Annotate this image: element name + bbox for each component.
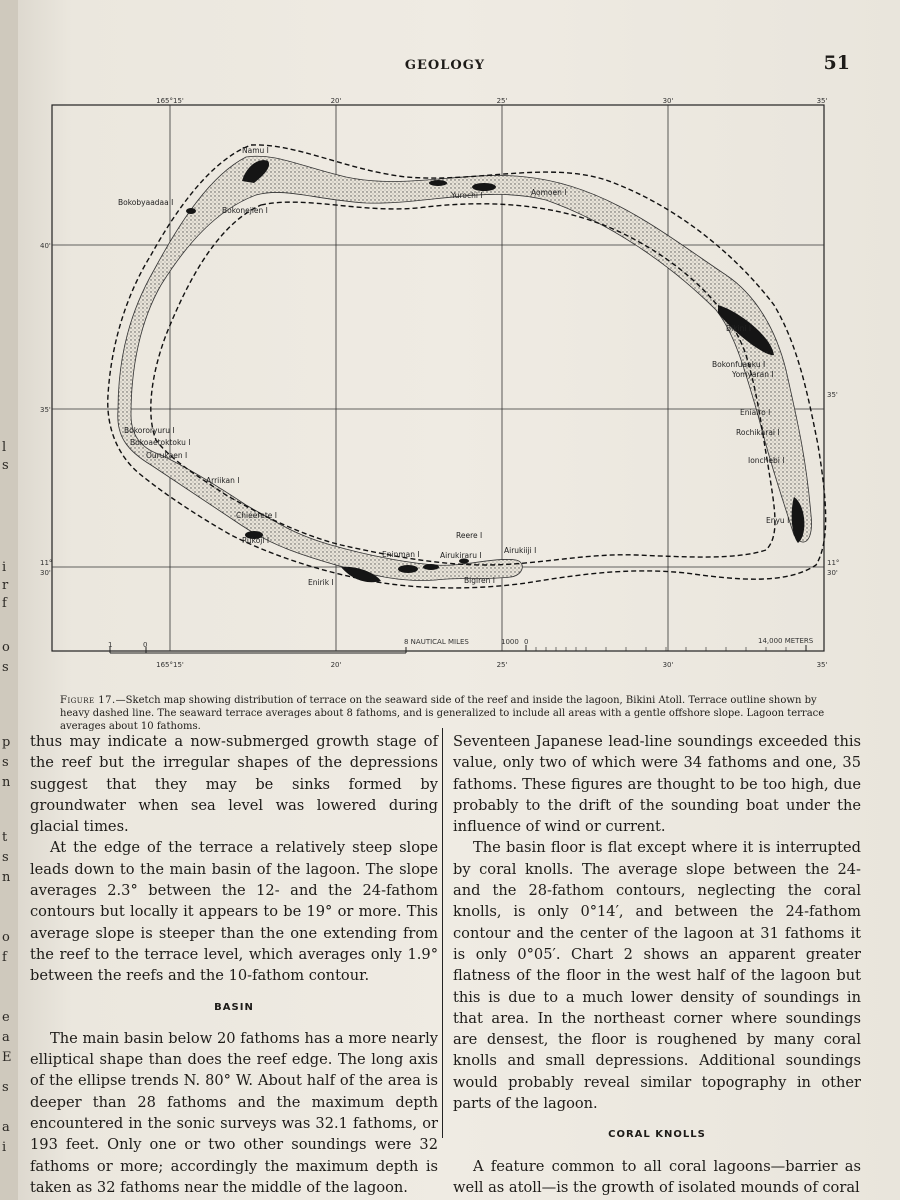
label-eninman: Eninman I xyxy=(382,550,420,559)
label-yurochi: Yurochi I xyxy=(451,191,483,200)
label-namu: Namu I xyxy=(242,146,269,155)
margin-fragment: i xyxy=(2,560,7,575)
right-paragraph-2: The basin floor is flat except where it is interrupted by coral knolls. The average slope between the 24- and the 28-fathom contours, neglecting the coral knolls, is only 0°14′, and between the 24-fathom contour and the center of the lagoon at 31 fathoms it is only 0°05′. Chart 2 shows an apparent greater flatness of the floor in the west half of the lagoon but this is due to a much lower density of soundings in that area. In the northeast corner where soundings are densest, the floor is roughened by many coral knolls and small depressions. Additional soundings would probably reveal similar topography in other parts of the lagoon. xyxy=(453,839,861,1113)
margin-fragment: t xyxy=(2,830,8,845)
margin-fragment: p xyxy=(2,735,11,750)
grid-label-left-3b: 30' xyxy=(40,569,51,577)
label-bikini: Bikini I xyxy=(726,324,752,333)
left-paragraph-2: At the edge of the terrace a relatively steep slope leads down to the main basin of the lagoon. The slope averages 2.3° between the 12- and the 24-fathom contours but locally it appears to be 19° or more. This average slope is steeper than the one extending from the reef to the terrace level, which averages only 1.9° between the reefs and the 10-fathom contour. xyxy=(30,839,438,985)
island-shapes xyxy=(186,160,804,582)
grid-label-top-2: 20' xyxy=(330,97,342,105)
grid-label-top-5: 35' xyxy=(816,97,828,105)
label-yomyaran: Yomyaran I xyxy=(732,370,774,379)
grid-label-bottom-3: 25' xyxy=(496,661,508,669)
label-airukiraru: Airukiraru I xyxy=(440,551,482,560)
scale-m-label: 14,000 METERS xyxy=(758,637,814,645)
label-reere: Reere I xyxy=(456,531,483,540)
margin-fragment: a xyxy=(2,1030,10,1045)
label-bigiren: Bigiren I xyxy=(464,576,495,585)
label-bokonfuaaku: Bokonfuaaku I xyxy=(712,360,766,369)
figure-caption xyxy=(60,694,846,733)
label-aomoen: Aomoen I xyxy=(531,188,567,197)
margin-fragment: i xyxy=(2,1140,7,1155)
right-column xyxy=(453,731,861,1198)
scale-nm-label: 8 NAUTICAL MILES xyxy=(404,638,469,646)
scale-m-zero: 0 xyxy=(524,638,529,646)
label-eniairo: Eniairo I xyxy=(740,408,771,417)
label-bokoaetoktoku: Bokoaetoktoku I xyxy=(130,438,191,447)
grid-label-bottom-5: 35' xyxy=(816,661,828,669)
label-bokonejien: Bokonejien I xyxy=(222,206,268,215)
grid-label-left-1: 40' xyxy=(40,242,51,250)
atoll-sketch-map xyxy=(40,95,846,675)
coral-knolls-heading: CORAL KNOLLS xyxy=(608,1129,706,1141)
margin-fragment: r xyxy=(2,578,9,593)
margin-fragment: l xyxy=(2,440,7,455)
page-header xyxy=(20,52,870,80)
scale-bar xyxy=(110,645,806,653)
margin-fragment: s xyxy=(2,755,9,770)
figure-number: Figure 17. xyxy=(60,695,116,706)
reef-band xyxy=(118,156,812,580)
label-bokobyaadaa: Bokobyaadaa I xyxy=(118,198,174,207)
margin-fragment: f xyxy=(2,596,7,611)
margin-fragment: n xyxy=(2,775,11,790)
label-chieerete: Chieerete I xyxy=(236,511,277,520)
caption-text: —Sketch map showing distribution of terrace on the seaward side of the reef and inside the lagoon, Bikini Atoll. Terrace outline shown by heavy dashed line. The seaward terrace averages about 8 fathoms, and is generalized to include all areas with a gentle offshore slope. Lagoon terrace averages about 10 fathoms. xyxy=(60,695,825,732)
page-number: 51 xyxy=(823,52,850,74)
label-arriikan: Arriikan I xyxy=(206,476,240,485)
margin-fragment: s xyxy=(2,660,9,675)
margin-fragment: o xyxy=(2,640,10,655)
column-divider xyxy=(442,728,443,1138)
grid-label-bottom-4: 30' xyxy=(662,661,674,669)
scale-m-start: 1000 xyxy=(501,638,519,646)
grid-label-bottom-1: 165°15' xyxy=(156,661,184,669)
label-ourukaen: Ourukaen I xyxy=(146,451,188,460)
grid-label-bottom-2: 20' xyxy=(330,661,342,669)
grid-label-left-3: 11° xyxy=(40,559,53,567)
margin-fragment: s xyxy=(2,850,9,865)
margin-fragment: E xyxy=(2,1050,12,1065)
margin-fragment: a xyxy=(2,1120,10,1135)
left-paragraph-1: thus may indicate a now-submerged growth stage of the reef but the irregular shapes of the depressions suggest that they may be sinks formed by groundwater when sea level was lowered during glacial times. xyxy=(30,733,438,836)
margin-fragment: f xyxy=(2,950,7,965)
right-paragraph-3: A feature common to all coral lagoons—barrier as well as atoll—is the growth of isolated mounds of coral xyxy=(453,1157,861,1196)
scale-nm-zero: 0 xyxy=(143,641,148,649)
label-rochikarai: Rochikarai I xyxy=(736,428,780,437)
atoll-map-figure xyxy=(40,95,846,675)
label-rukoji: Rukoji I xyxy=(242,536,270,545)
right-paragraph-1: Seventeen Japanese lead-line soundings exceeded this value, only two of which were 34 fathoms and one, 35 fathoms. These figures are thought to be too high, due probably to the drift of the sounding boat under the influence of wind or current. xyxy=(453,733,861,836)
left-column xyxy=(30,731,438,1198)
scale-nm-one: 1 xyxy=(108,641,113,649)
label-enyu: Enyu I xyxy=(766,516,790,525)
margin-fragment: o xyxy=(2,930,10,945)
label-ionchebi: Ionchebi I xyxy=(748,456,785,465)
label-bokororyuru: Bokororyuru I xyxy=(124,426,175,435)
grid-label-top-1: 165°15' xyxy=(156,97,184,105)
label-airukiiji: Airukiiji I xyxy=(504,546,537,555)
grid-label-right-2: 11° xyxy=(827,559,840,567)
grid-label-top-4: 30' xyxy=(662,97,674,105)
left-paragraph-3: The main basin below 20 fathoms has a more nearly elliptical shape than does the reef edge. The long axis of the ellipse trends N. 80° W. About half of the area is deeper than 28 fathoms and the maximum depth encountered in the sonic surveys was 32.1 fathoms, or 193 feet. Only one or two other soundings were 32 fathoms or more; accordingly the maximum depth is taken as 32 fathoms near the middle of the lagoon. xyxy=(30,1029,438,1196)
grid-label-right-2b: 30' xyxy=(827,569,838,577)
basin-heading: BASIN xyxy=(214,1001,254,1013)
margin-fragment: s xyxy=(2,458,9,473)
grid-label-left-2: 35' xyxy=(40,406,51,414)
label-enirik: Enirik I xyxy=(308,578,334,587)
running-head: GEOLOGY xyxy=(404,58,486,73)
margin-fragment: s xyxy=(2,1080,9,1095)
grid-label-top-3: 25' xyxy=(496,97,508,105)
grid-label-right-1: 35' xyxy=(827,391,838,399)
margin-fragment: e xyxy=(2,1010,10,1025)
margin-fragment: n xyxy=(2,870,11,885)
